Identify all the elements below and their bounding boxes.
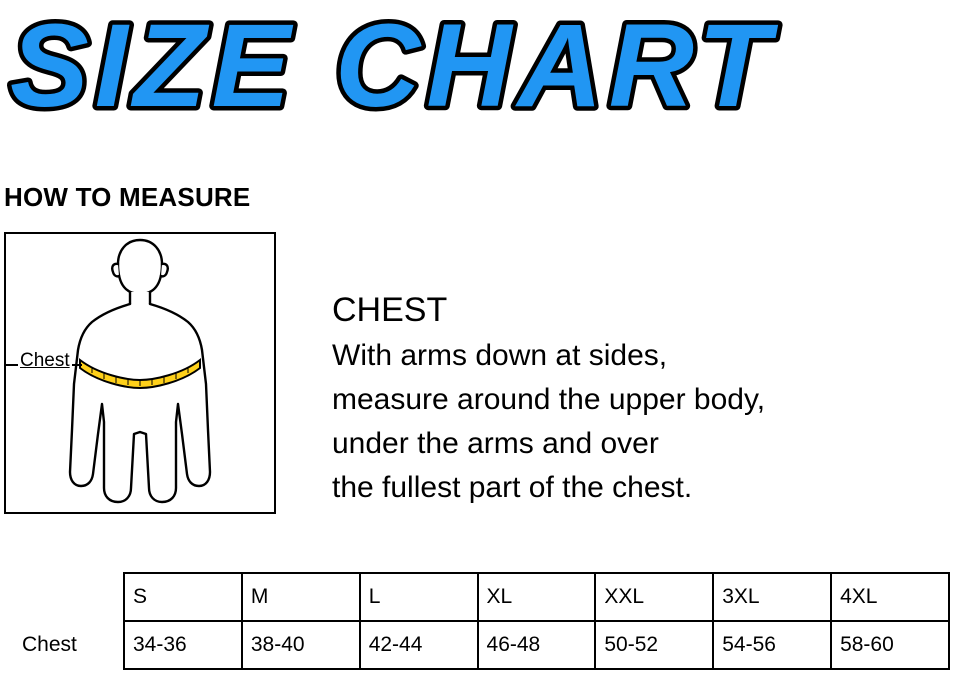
table-header-l: L xyxy=(360,573,478,621)
table-header-xl: XL xyxy=(478,573,596,621)
chest-value-m: 38-40 xyxy=(242,621,360,669)
chest-value-xl: 46-48 xyxy=(478,621,596,669)
chest-value-l: 42-44 xyxy=(360,621,478,669)
table-row-label-chest: Chest xyxy=(4,621,124,669)
description-body xyxy=(332,334,942,510)
description-line-3: under the arms and over xyxy=(332,427,659,460)
table-header-3xl: 3XL xyxy=(713,573,831,621)
description-line-2: measure around the upper body, xyxy=(332,383,766,416)
measurement-figure-box xyxy=(4,232,276,514)
table-header-4xl: 4XL xyxy=(831,573,949,621)
table-header-xxl: XXL xyxy=(595,573,713,621)
measurement-description xyxy=(332,288,942,510)
chest-value-s: 34-36 xyxy=(124,621,242,669)
page-title xyxy=(0,0,954,144)
table-header-m: M xyxy=(242,573,360,621)
title-text: SIZE CHART xyxy=(10,0,776,132)
chest-figure-label: Chest xyxy=(20,350,70,371)
table-row xyxy=(4,621,949,669)
how-to-measure-heading: HOW TO MEASURE xyxy=(4,182,251,212)
table-header-s: S xyxy=(124,573,242,621)
description-line-1: With arms down at sides, xyxy=(332,339,668,372)
chest-value-3xl: 54-56 xyxy=(713,621,831,669)
size-chart-title-art xyxy=(0,0,954,144)
table-corner-cell xyxy=(4,573,124,621)
male-torso-icon xyxy=(6,234,274,512)
description-title: CHEST xyxy=(332,291,448,329)
chest-value-xxl: 50-52 xyxy=(595,621,713,669)
size-table xyxy=(4,572,950,670)
table-header-row xyxy=(4,573,949,621)
description-line-4: the fullest part of the chest. xyxy=(332,471,693,504)
chest-value-4xl: 58-60 xyxy=(831,621,949,669)
